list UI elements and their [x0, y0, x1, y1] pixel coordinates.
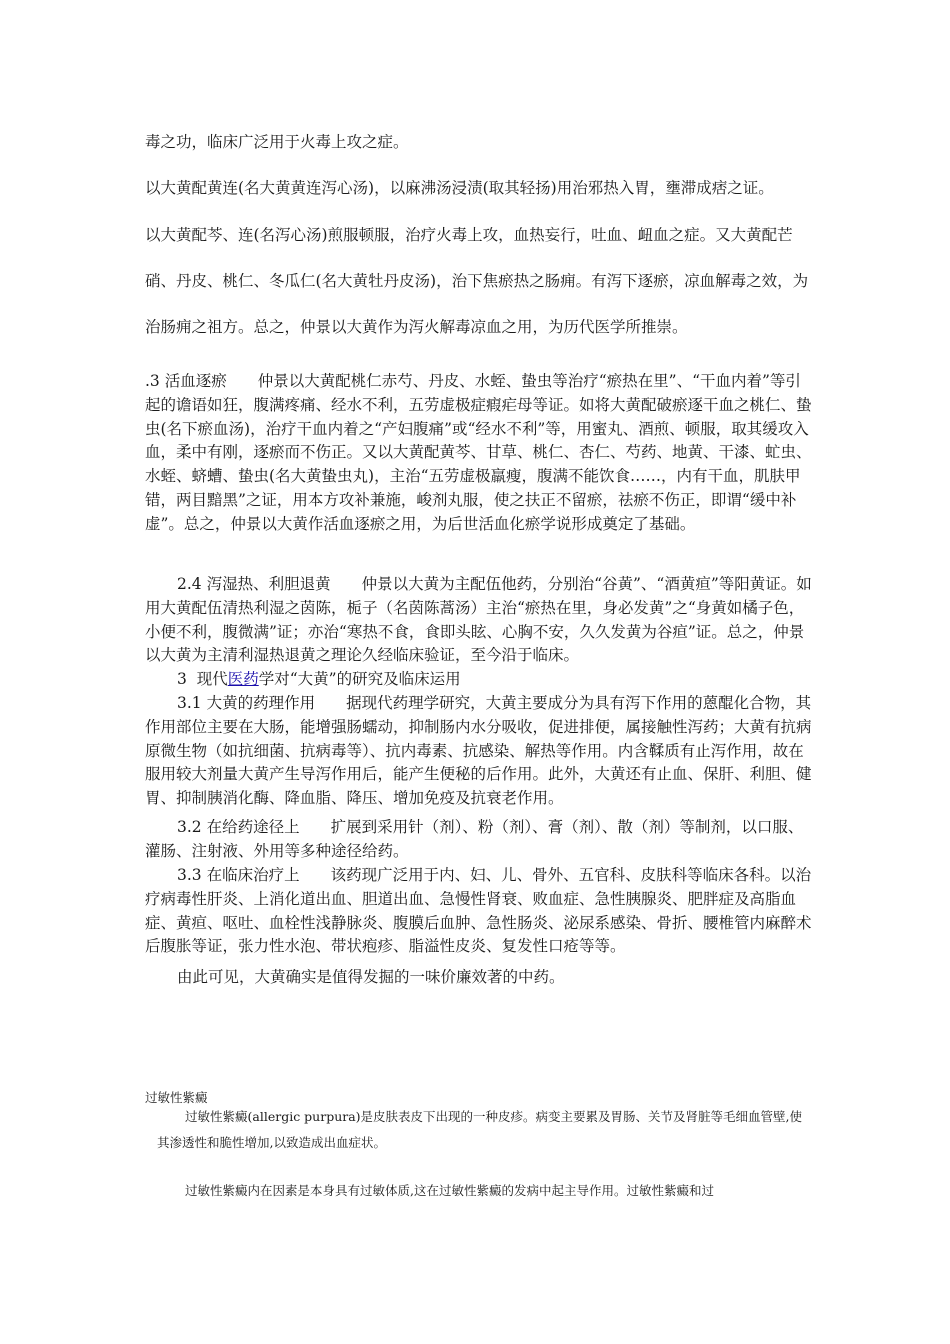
- paragraph-3-3-clinical: 3.3 在临床治疗上 该药现广泛用于内、妇、儿、骨外、五官科、皮肤科等临床各科。以治疗病毒性肝炎、上消化道出血、胆道出血、急慢性肾衰、败血症、急性胰腺炎、肥胖症及高脂血症、黄疸、呕吐、血栓性浅静脉炎、腹膜后血肿、急性肠炎、泌尿系感染、骨折、腰椎管内麻醉术后腹胀等证，张力性水泡、带状疱疹、脂溢性皮炎、复发性口疮等等。: [145, 866, 812, 956]
- heading-3-modern-research: [145, 668, 815, 692]
- paragraph-conclusion: 由此可见，大黄确实是值得发掘的一味价廉效著的中药。: [177, 968, 565, 986]
- paragraph-2-3-blood-stasis: .3 活血逐瘀 仲景以大黄配桃仁赤芍、丹皮、水蛭、蛰虫等治疗“瘀热在里”、“干血内着”等引起的谵语如狂，腹满疼痛、经水不利，五劳虚极症瘕疟母等证。如将大黄配破瘀逐干血之桃仁、蛰虫(名下瘀血汤)，治疗干血内着之“产妇腹痛”或“经水不利”等，用蜜丸、酒煎、顿服，取其缓攻入血，柔中有刚，逐瘀而不伤正。又以大黄配黄芩、甘草、桃仁、杏仁、芍药、地黄、干漆、虻虫、水蛭、蛴螬、蛰虫(名大黄蛰虫丸)，主治“五劳虚极羸瘦，腹满不能饮食……，内有干血，肌肤甲错，两目黯黑”之证，用本方攻补兼施，峻剂丸服，使之扶正不留瘀，祛瘀不伤正，即谓“缓中补虚”。总之，仲景以大黄作活血逐瘀之用，为后世活血化瘀学说形成奠定了基础。: [145, 372, 812, 533]
- paragraph-dahuang-huanglian: 以大黄配黄连(名大黄黄连泻心汤)，以麻沸汤浸渍(取其轻扬)用治邪热入胃，壅滞成痞之证。: [145, 179, 774, 197]
- paragraph-purpura-definition: 过敏性紫癜(allergic purpura)是皮肤表皮下出现的一种皮疹。病变主要累及胃肠、关节及肾脏等毛细血管壁,使其渗透性和脆性增加,以致造成出血症状。: [157, 1109, 803, 1150]
- paragraph-3-1-pharmacology: 3.1 大黄的药理作用 据现代药理学研究，大黄主要成分为具有泻下作用的蒽醌化合物，其作用部位主要在大肠，能增强肠蠕动，抑制肠内水分吸收，促进排便，属接触性泻药；大黄有抗病原微生物（如抗细菌、抗病毒等）、抗内毒素、抗感染、解热等作用。内含鞣质有止泻作用，故在服用较大剂量大黄产生导泻作用后，能产生便秘的后作用。此外，大黄还有止血、保肝、利胆、健胃、抑制胰消化酶、降血脂、降压、增加免疫及抗衰老作用。: [145, 694, 812, 808]
- paragraph-xiexin-decoction: 以大黄配芩、连(名泻心汤)煎服顿服，治疗火毒上攻，血热妄行，吐血、衄血之症。又大黄配芒硝、丹皮、桃仁、冬瓜仁(名大黄牡丹皮汤)，治下焦瘀热之肠痈。有泻下逐瘀，凉血解毒之效，为治肠痈之祖方。总之，仲景以大黄作为泻火解毒凉血之用，为历代医学所推崇。: [145, 226, 809, 336]
- paragraph-3-2-administration: 3.2 在给药途径上 扩展到采用针（剂）、粉（剂）、膏（剂）、散（剂）等制剂，以口服、灌肠、注射液、外用等多种途径给药。: [145, 818, 804, 860]
- heading-3-suffix: 学对“大黄”的研究及临床运用: [258, 670, 461, 688]
- paragraph-2-4-damp-heat: 2.4 泻湿热、利胆退黄 仲景以大黄为主配伍他药，分别治“谷黄”、“酒黄疸”等阳黄证。如用大黄配伍清热利湿之茵陈，栀子（名茵陈蒿汤）主治“瘀热在里，身必发黄”之“身黄如橘子色，小便不利，腹微满”证；亦治“寒热不食，食即头眩、心胸不安，久久发黄为谷疸”证。总之，仲景以大黄为主清利湿热退黄之理论久经临床验证，至今沿于临床。: [145, 575, 812, 665]
- paragraph-purpura-cause: 过敏性紫癜内在因素是本身具有过敏体质,这在过敏性紫癜的发病中起主导作用。过敏性紫癜和过: [185, 1183, 714, 1198]
- heading-allergic-purpura: 过敏性紫癜: [145, 1090, 208, 1105]
- link-yiyao[interactable]: 医药: [227, 670, 259, 688]
- heading-3-prefix: 3 现代: [177, 670, 228, 688]
- paragraph-fire-toxin-end: 毒之功，临床广泛用于火毒上攻之症。: [145, 133, 409, 151]
